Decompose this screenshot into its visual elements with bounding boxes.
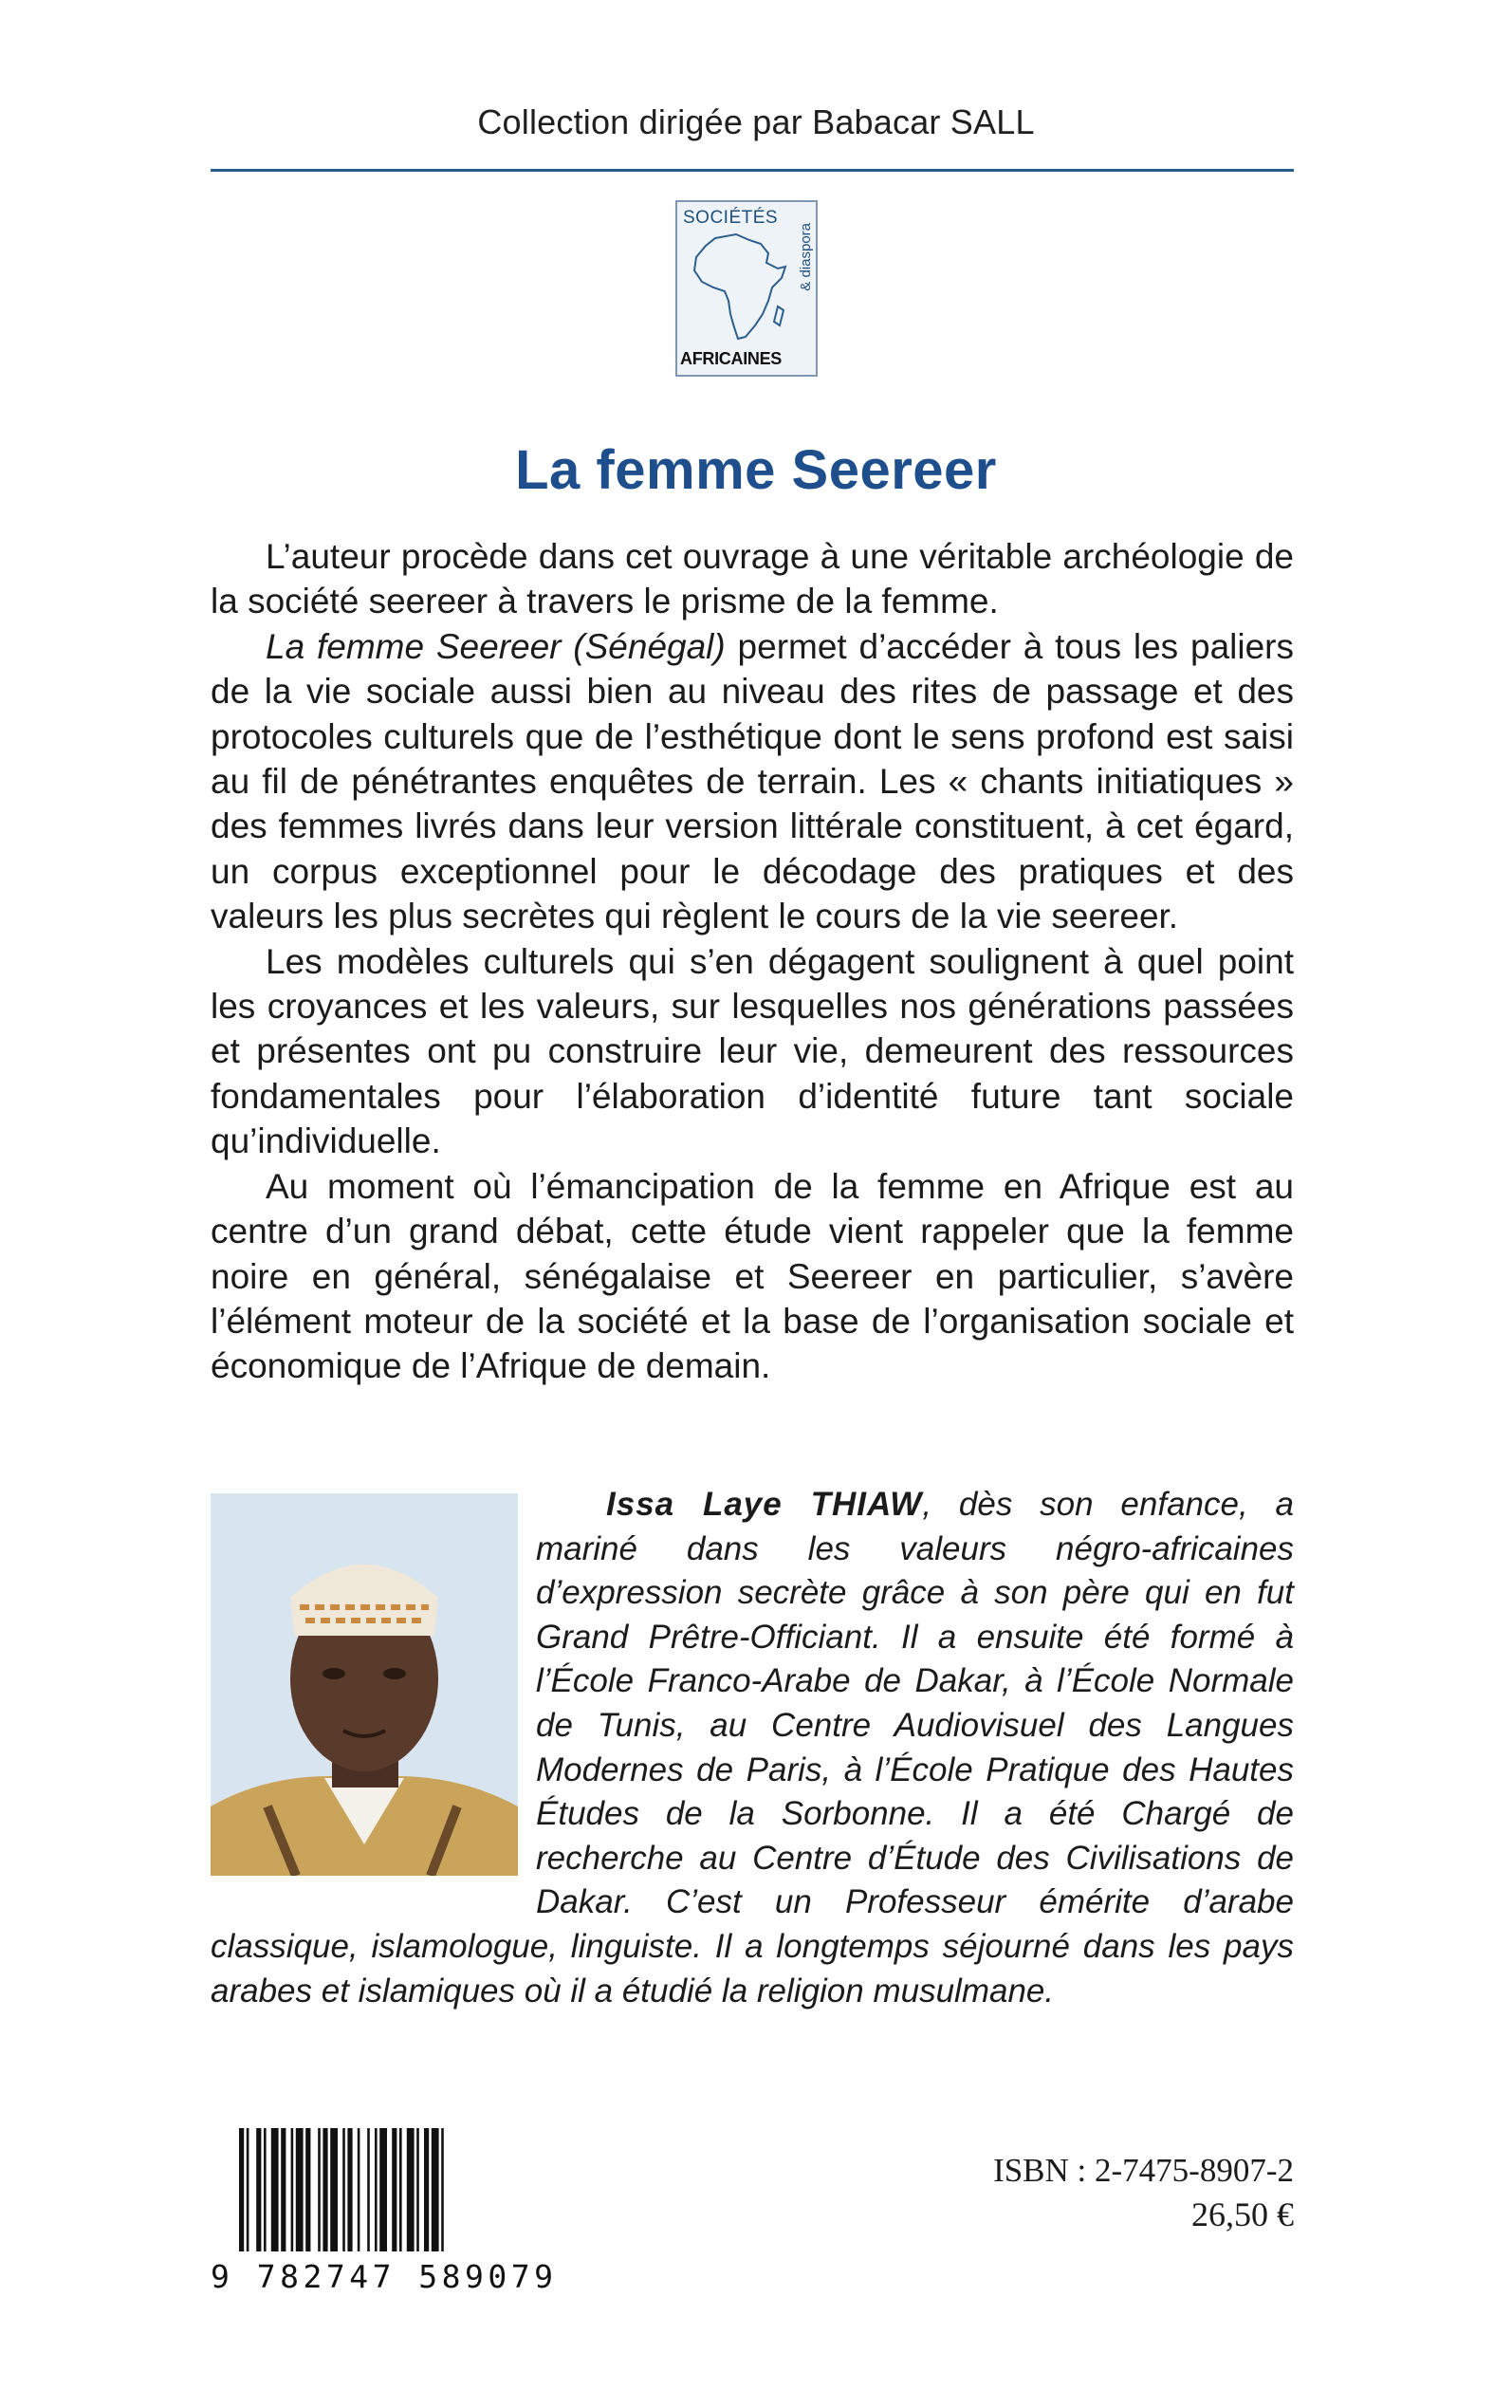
barcode-bar — [256, 2128, 261, 2251]
barcode-bar — [247, 2128, 249, 2251]
book-title-italic: La femme Seereer (Sénégal) — [266, 626, 726, 666]
logo-bottom-text: AFRICAINES — [680, 349, 783, 368]
book-title: La femme Seereer — [515, 439, 997, 501]
series-logo — [675, 200, 818, 377]
barcode-bar — [424, 2128, 429, 2251]
header-divider — [211, 169, 1294, 172]
photo-spacer — [211, 1483, 536, 1881]
barcode-bar — [342, 2128, 345, 2251]
price: 26,50 € — [1191, 2195, 1294, 2233]
barcode-bar — [239, 2128, 244, 2251]
barcode-bar — [416, 2128, 419, 2251]
barcode-bar — [291, 2128, 294, 2251]
barcode-bar — [367, 2128, 370, 2251]
barcode-bar — [392, 2128, 396, 2251]
barcode-bar — [407, 2128, 415, 2251]
barcode-bar — [330, 2128, 338, 2251]
barcode-bar — [296, 2128, 304, 2251]
barcode-bar — [271, 2128, 279, 2251]
isbn: ISBN : 2-7475-8907-2 — [993, 2152, 1294, 2189]
synopsis-paragraph-4: Au moment où l’émancipation de la femme en Afrique est au centre d’un grand débat, cette étude vient rappeler que la femme noire en général, sénégalaise et Seereer en particulier, s’avère l’élément moteur de la société et la base de l’organisation sociale et économique de l’Afrique de demain. — [211, 1166, 1294, 1386]
barcode-bar — [375, 2128, 378, 2251]
barcode-bar — [264, 2128, 267, 2251]
author-bio-body: , dès son enfance, a mariné dans les valeurs négro-africaines d’expression secrète grâce à son père qui en fut Grand Prêtre-Officiant. Il a ensuite été formé à l’École Franco-Arabe de Dakar, à l’École Normale de Tunis, au Centre Audiovisuel des Langues Modernes de Paris, à l’École Pratique des Hautes Études de la Sorbonne. Il a été Chargé de recherche au Centre d’Étude des Civilisations de Dakar. C’est un Professeur émérite d’arabe classique, islamologue, linguiste. Il a longtemps séjourné dans les pays arabes et islamiques où il a étudié la religion musulmane. — [211, 1486, 1294, 2010]
barcode-digits: 9 782747 589079 — [211, 2258, 558, 2295]
barcode-bar — [399, 2128, 402, 2251]
author-name: Issa Laye THIAW — [606, 1486, 923, 1523]
barcode-bar — [379, 2128, 387, 2251]
synopsis — [211, 534, 1294, 1389]
synopsis-paragraph-2-text: permet d’accéder à tous les paliers de la vie sociale aussi bien au niveau des rites de passage et des protocoles culturels que de l’esthétique dont le sens profond est saisi au fil de pénétrantes enquêtes de terrain. Les « chants initiatiques » des femmes livrés dans leur version littérale constituent, à cet égard, un corpus exceptionnel pour le décodage des pratiques et des valeurs les plus secrètes qui règlent le cours de la vie seereer. — [211, 626, 1294, 936]
barcode-bar — [441, 2128, 444, 2251]
logo-side-text: & diaspora — [798, 223, 814, 291]
barcode-bar — [318, 2128, 321, 2251]
synopsis-paragraph-3: Les modèles culturels qui s’en dégagent soulignent à quel point les croyances et les valeurs, sur lesquelles nos générations passées et présentes ont pu construire leur vie, demeurent des ressources fondamentales pour l’élaboration d’identité future tant sociale qu’individuelle. — [211, 941, 1294, 1161]
author-bio — [211, 1483, 1294, 2013]
barcode — [211, 2128, 562, 2261]
synopsis-paragraph-2 — [211, 624, 1294, 939]
barcode-bar — [347, 2128, 352, 2251]
barcode-bar — [432, 2128, 439, 2251]
logo-top-text: SOCIÉTÉS — [683, 208, 779, 228]
barcode-bar — [305, 2128, 310, 2251]
collection-editor-line: Collection dirigée par Babacar SALL — [477, 102, 1035, 141]
barcode-bar — [358, 2128, 360, 2251]
barcode-bar — [281, 2128, 286, 2251]
barcode-bar — [323, 2128, 327, 2251]
synopsis-paragraph-1: L’auteur procède dans cet ouvrage à une véritable archéologie de la société seereer à travers le prisme de la femme. — [211, 537, 1294, 621]
africa-map-icon — [687, 231, 793, 346]
